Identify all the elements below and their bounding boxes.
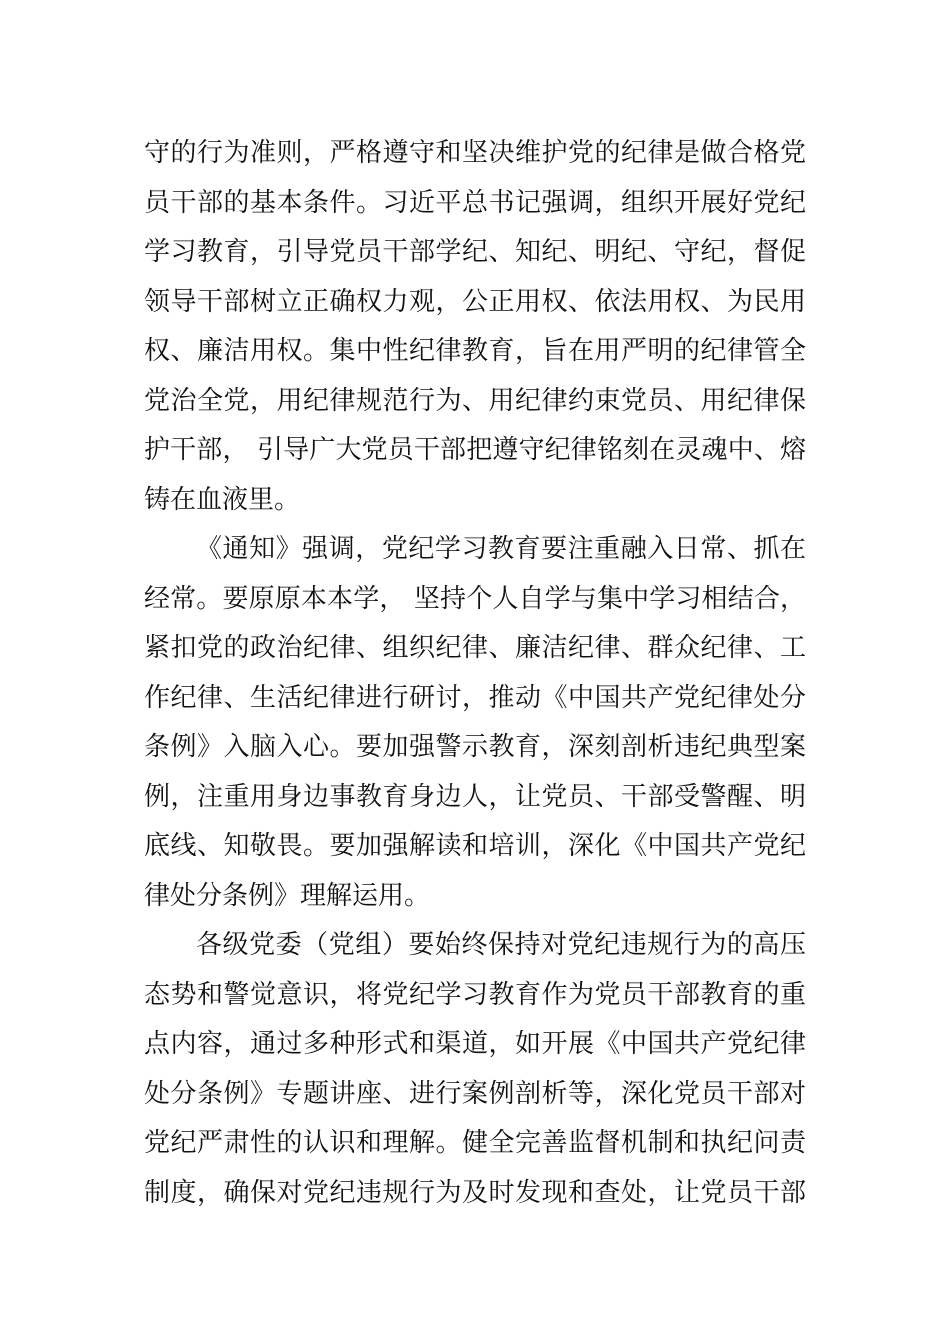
text-line: 员干部的基本条件。习近平总书记强调，组织开展好党纪 (144, 188, 806, 218)
text-line: 党纪严肃性的认识和理解。健全完善监督机制和执纪问责 (144, 1128, 806, 1158)
text-line: 领导干部树立正确权力观，公正用权、依法用权、为民用 (144, 287, 806, 317)
text-line: 守的行为准则，严格遵守和坚决维护党的纪律是做合格党 (144, 138, 806, 168)
text-line: 铸在血液里。 (144, 485, 301, 515)
text-line: 制度，确保对党纪违规行为及时发现和查处，让党员干部 (144, 1178, 806, 1208)
text-line: 条例》入脑入心。要加强警示教育，深刻剖析违纪典型案 (144, 732, 806, 762)
text-line: 作纪律、生活纪律进行研讨，推动《中国共产党纪律处分 (144, 683, 806, 713)
text-line: 态势和警觉意识，将党纪学习教育作为党员干部教育的重 (144, 980, 806, 1010)
text-line: 点内容，通过多种形式和渠道，如开展《中国共产党纪律 (144, 1029, 806, 1059)
text-line: 处分条例》专题讲座、进行案例剖析等，深化党员干部对 (144, 1079, 806, 1109)
text-line: 党治全党，用纪律规范行为、用纪律约束党员、用纪律保 (144, 386, 806, 416)
text-line: 权、廉洁用权。集中性纪律教育，旨在用严明的纪律管全 (144, 336, 806, 366)
text-line: 底线、知敬畏。要加强解读和培训，深化《中国共产党纪 (144, 831, 806, 861)
text-line: 紧扣党的政治纪律、组织纪律、廉洁纪律、群众纪律、工 (144, 633, 806, 663)
text-line: 例，注重用身边事教育身边人，让党员、干部受警醒、明 (144, 782, 806, 812)
text-line: 学习教育，引导党员干部学纪、知纪、明纪、守纪，督促 (144, 237, 806, 267)
text-line: 经常。要原原本本学， 坚持个人自学与集中学习相结合， (144, 584, 806, 614)
text-line: 律处分条例》理解运用。 (144, 881, 431, 911)
paragraph-first-line: 《通知》强调，党纪学习教育要注重融入日常、抓在 (196, 534, 806, 564)
paragraph-first-line: 各级党委（党组）要始终保持对党纪违规行为的高压 (196, 930, 806, 960)
text-line: 护干部， 引导广大党员干部把遵守纪律铭刻在灵魂中、熔 (144, 435, 806, 465)
